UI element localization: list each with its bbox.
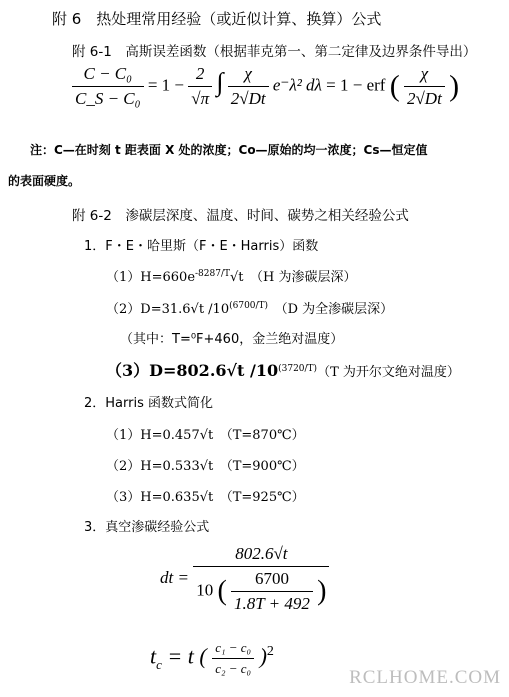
ratio-denominator: C_S − C₀ — [72, 86, 144, 109]
section-6-2-heading: 附 6-2 渗碳层深度、温度、时间、碳势之相关经验公式 — [72, 208, 409, 224]
formula-1-note: √t （H 为渗碳层深） — [230, 270, 357, 285]
simplified-row-2: （2）H=0.533√t （T=900℃） — [106, 459, 305, 474]
dt-exponent-numerator: 6700 — [254, 569, 289, 588]
integral-limit — [228, 64, 269, 109]
dt-exponent-fraction — [231, 569, 313, 614]
harris-formula-2 — [106, 298, 393, 317]
exponential-term: e⁻λ² dλ — [272, 75, 322, 95]
watermark-text: RCLHOME.COM — [349, 667, 501, 688]
gauss-formula — [72, 64, 459, 109]
temperature-note: （其中：T=⁰F+460，金兰绝对温度） — [120, 332, 344, 347]
dt-lhs: dt = — [160, 567, 189, 587]
formula-3-exponent: (3720/T) — [278, 364, 318, 374]
dt-left-paren: ( — [217, 575, 227, 607]
formula-3-note: （T 为开尔文绝对温度） — [317, 365, 460, 380]
dt-numerator: 802.6√t — [235, 544, 288, 563]
dt-right-paren: ) — [317, 575, 327, 607]
tc-fraction — [212, 640, 254, 677]
harris-simplified-title: 2．Harris 函数式简化 — [84, 396, 213, 411]
dt-denominator — [193, 566, 329, 614]
page-title: 附 6 热处理常用经验（或近似计算、换算）公式 — [52, 10, 382, 28]
tc-equals: = t ( — [167, 643, 207, 669]
dt-exponent-denominator: 1.8T + 492 — [231, 591, 313, 614]
tc-numerator: c₁ − c₀ — [215, 640, 252, 655]
note-line-1: 注：C—在时刻 t 距表面 X 处的浓度；Co—原始的均一浓度；Cs—恒定值 — [30, 143, 428, 157]
formula-3-base: （3）D=802.6√t /10 — [106, 361, 279, 380]
harris-formula-3 — [106, 358, 460, 381]
dt-base-ten: 10 — [196, 580, 214, 600]
formula-1-exponent: -8287/T — [195, 269, 230, 279]
limit-numerator: χ — [244, 64, 252, 83]
concentration-ratio — [72, 64, 144, 109]
coefficient-numerator: 2 — [195, 64, 205, 83]
vacuum-dt-formula — [160, 544, 329, 614]
dt-fraction — [193, 544, 329, 614]
vacuum-carburizing-title: 3．真空渗碳经验公式 — [84, 520, 210, 535]
erf-argument — [404, 64, 445, 109]
simplified-row-3: （3）H=0.635√t （T=925℃） — [106, 490, 305, 505]
tc-lhs: t — [150, 643, 157, 669]
right-paren: ) — [449, 69, 460, 103]
equals-erf: = 1 − erf — [326, 75, 386, 95]
limit-denominator: 2√Dt — [228, 86, 269, 109]
tc-power: 2 — [266, 644, 274, 660]
tc-subscript: c — [156, 656, 162, 672]
simplified-row-1: （1）H=0.457√t （T=870℃） — [106, 428, 305, 443]
formula-2-note: （D 为全渗碳层深） — [268, 302, 394, 317]
coefficient-fraction — [188, 64, 212, 109]
formula-2-base: （2）D=31.6√t /10 — [106, 302, 230, 317]
erf-denominator: 2√Dt — [404, 86, 445, 109]
coefficient-denominator: √π — [188, 86, 212, 109]
integral-sign: ∫ — [216, 67, 224, 97]
erf-numerator: χ — [420, 64, 429, 83]
note-line-2: 的表面硬度。 — [8, 174, 81, 188]
tc-denominator: c₂ − c₀ — [212, 658, 254, 677]
harris-function-title: 1．F・E・哈里斯（F・E・Harris）函数 — [84, 239, 319, 254]
tc-close-paren: ) — [259, 643, 267, 669]
ratio-numerator: C − C₀ — [83, 64, 133, 83]
harris-formula-1 — [106, 266, 356, 285]
formula-1-base: （1）H=660e — [106, 270, 196, 285]
vacuum-tc-formula — [150, 640, 274, 677]
formula-2-exponent: (6700/T) — [229, 301, 269, 311]
equals-one-minus: = 1 − — [147, 75, 184, 95]
left-paren: ( — [389, 69, 400, 103]
section-6-1-heading: 附 6-1 高斯误差函数（根据菲克第一、第二定律及边界条件导出） — [72, 44, 477, 60]
